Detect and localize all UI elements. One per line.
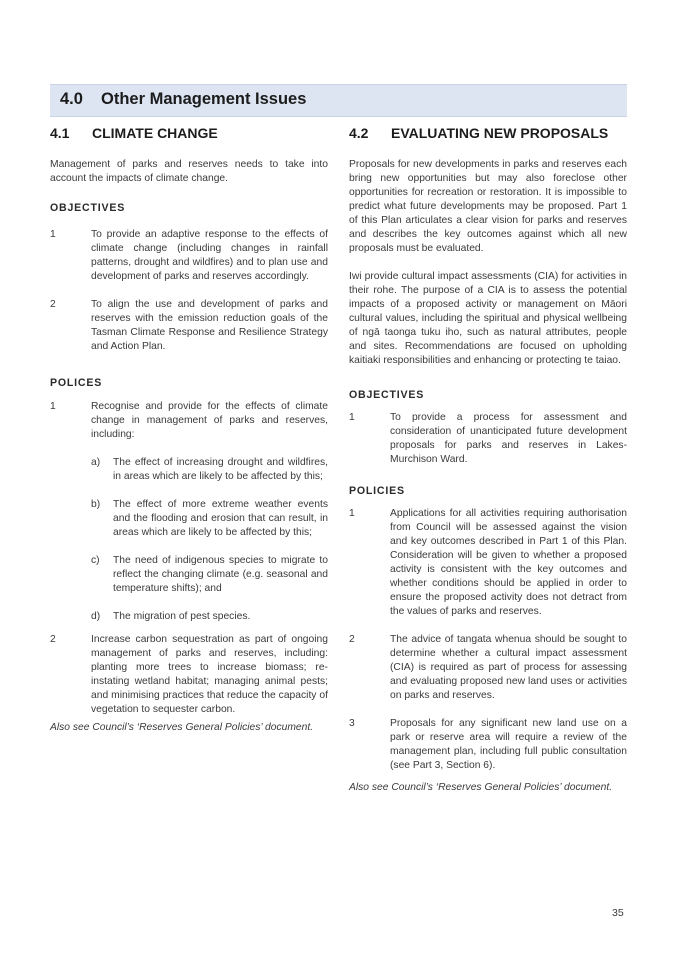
subitem-text: The effect of more extreme weather events and the flooding and erosion that can result, in areas which are likely to be affected by this; (113, 499, 328, 538)
left-column (50, 126, 328, 735)
page-number: 35 (612, 907, 624, 919)
chapter-number: 4.0 (60, 90, 83, 108)
subitem-text: The effect of increasing drought and wildfires, in areas which are likely to be affected by this; (113, 457, 328, 482)
item-text: Proposals for any significant new land use on a park or reserve area will require a review of the management plan, including full public consultation (see Part 3, Section 6). (390, 718, 627, 771)
intro-paragraph: Proposals for new developments in parks and reserves each bring new opportunities but may also foreclose other opportunities for recreation or restoration. It is impossible to predict what future developments may be proposed. Part 1 of this Plan articulates a clear vision for parks and reserves and describes the key outcomes against which all new proposals must be evaluated. (349, 159, 627, 254)
subitem-text: The need of indigenous species to migrate to reflect the changing climate (e.g. seasonal and temperature shifts); and (113, 555, 328, 594)
item-number: 3 (349, 718, 355, 729)
item-text: The advice of tangata whenua should be sought to determine whether a cultural impact assessment (CIA) is required as part of process for assessing and evaluating proposed new land uses or activities on parks and reserves. (390, 634, 627, 701)
objectives-heading: OBJECTIVES (349, 389, 425, 401)
item-text: To provide a process for assessment and consideration of unanticipated future development proposals for parks and reserves in Lakes-Murchison Ward. (390, 412, 627, 465)
chapter-banner (50, 84, 627, 117)
item-number: 2 (50, 299, 56, 310)
item-number: 2 (50, 634, 56, 645)
chapter-title: Other Management Issues (101, 90, 307, 108)
policy-item (349, 507, 627, 619)
section-heading-evaluating-new-proposals (349, 126, 627, 146)
policy-item (50, 400, 328, 442)
section-number: 4.1 (50, 125, 70, 141)
subitem-label: b) (91, 499, 101, 510)
also-see-note: Also see Council’s ‘Reserves General Policies’ document. (349, 782, 613, 793)
item-number: 1 (349, 508, 355, 519)
section-heading-climate-change (50, 126, 328, 146)
section-title: EVALUATING NEW PROPOSALS (391, 125, 609, 141)
section-number: 4.2 (349, 125, 369, 141)
objective-item (349, 411, 627, 467)
item-text: Applications for all activities requiring authorisation from Council will be assessed against the vision and key outcomes described in Part 1 of this Plan. Consideration will be given to whether a proposed activity is consistent with the key outcomes and whether conditions should be applied in order to ensure the proposed activity does not detract from the values of parks and reserves. (390, 508, 627, 617)
objective-item (50, 228, 328, 284)
policy-subitem (50, 554, 328, 596)
also-see-note: Also see Council’s ‘Reserves General Policies’ document. (50, 722, 314, 733)
intro-paragraph: Management of parks and reserves needs to take into account the impacts of climate change. (50, 159, 328, 184)
policies-heading: POLICES (50, 377, 103, 389)
item-number: 1 (50, 229, 56, 240)
item-text: To provide an adaptive response to the effects of climate change (including changes in rainfall patterns, drought and wildfires) and to plan use and development of parks and reserves accordingly. (91, 229, 328, 282)
item-number: 1 (349, 412, 355, 423)
policy-subitem (50, 456, 328, 484)
item-number: 1 (50, 401, 56, 412)
subitem-label: d) (91, 611, 101, 622)
policy-subitem (50, 498, 328, 540)
subitem-label: a) (91, 457, 101, 468)
item-number: 2 (349, 634, 355, 645)
policy-item (349, 717, 627, 773)
subitem-label: c) (91, 555, 100, 566)
item-text: To align the use and development of parks and reserves with the emission reduction goals of the Tasman Climate Response and Resilience Strategy and Action Plan. (91, 299, 328, 352)
right-column (349, 126, 627, 795)
subitem-text: The migration of pest species. (113, 611, 251, 622)
policy-item (50, 633, 328, 717)
item-text: Recognise and provide for the effects of climate change in management of parks and reserves, including: (91, 401, 328, 440)
cia-paragraph: Iwi provide cultural impact assessments (CIA) for activities in their rohe. The purpose of a CIA is to assess the potential impacts of a proposed activity or management on Māori cultural values, including the spiritual and physical wellbeing of ngā taonga tuku iho, such as natural attributes, people and sites. Recommendations are focused on upholding kaitiaki responsibilities and enhancing or protecting te taiao. (349, 271, 627, 366)
policy-item (349, 633, 627, 703)
objective-item (50, 298, 328, 354)
objectives-heading: OBJECTIVES (50, 202, 126, 214)
item-text: Increase carbon sequestration as part of ongoing management of parks and reserves, including: planting more trees to increase biomass; re-instating wetland habitat; managing animal pests; and minimising practices that reduce the capacity of vegetation to sequester carbon. (91, 634, 328, 715)
policy-subitem (50, 610, 328, 624)
section-title: CLIMATE CHANGE (92, 125, 218, 141)
policies-heading: POLICIES (349, 485, 405, 497)
